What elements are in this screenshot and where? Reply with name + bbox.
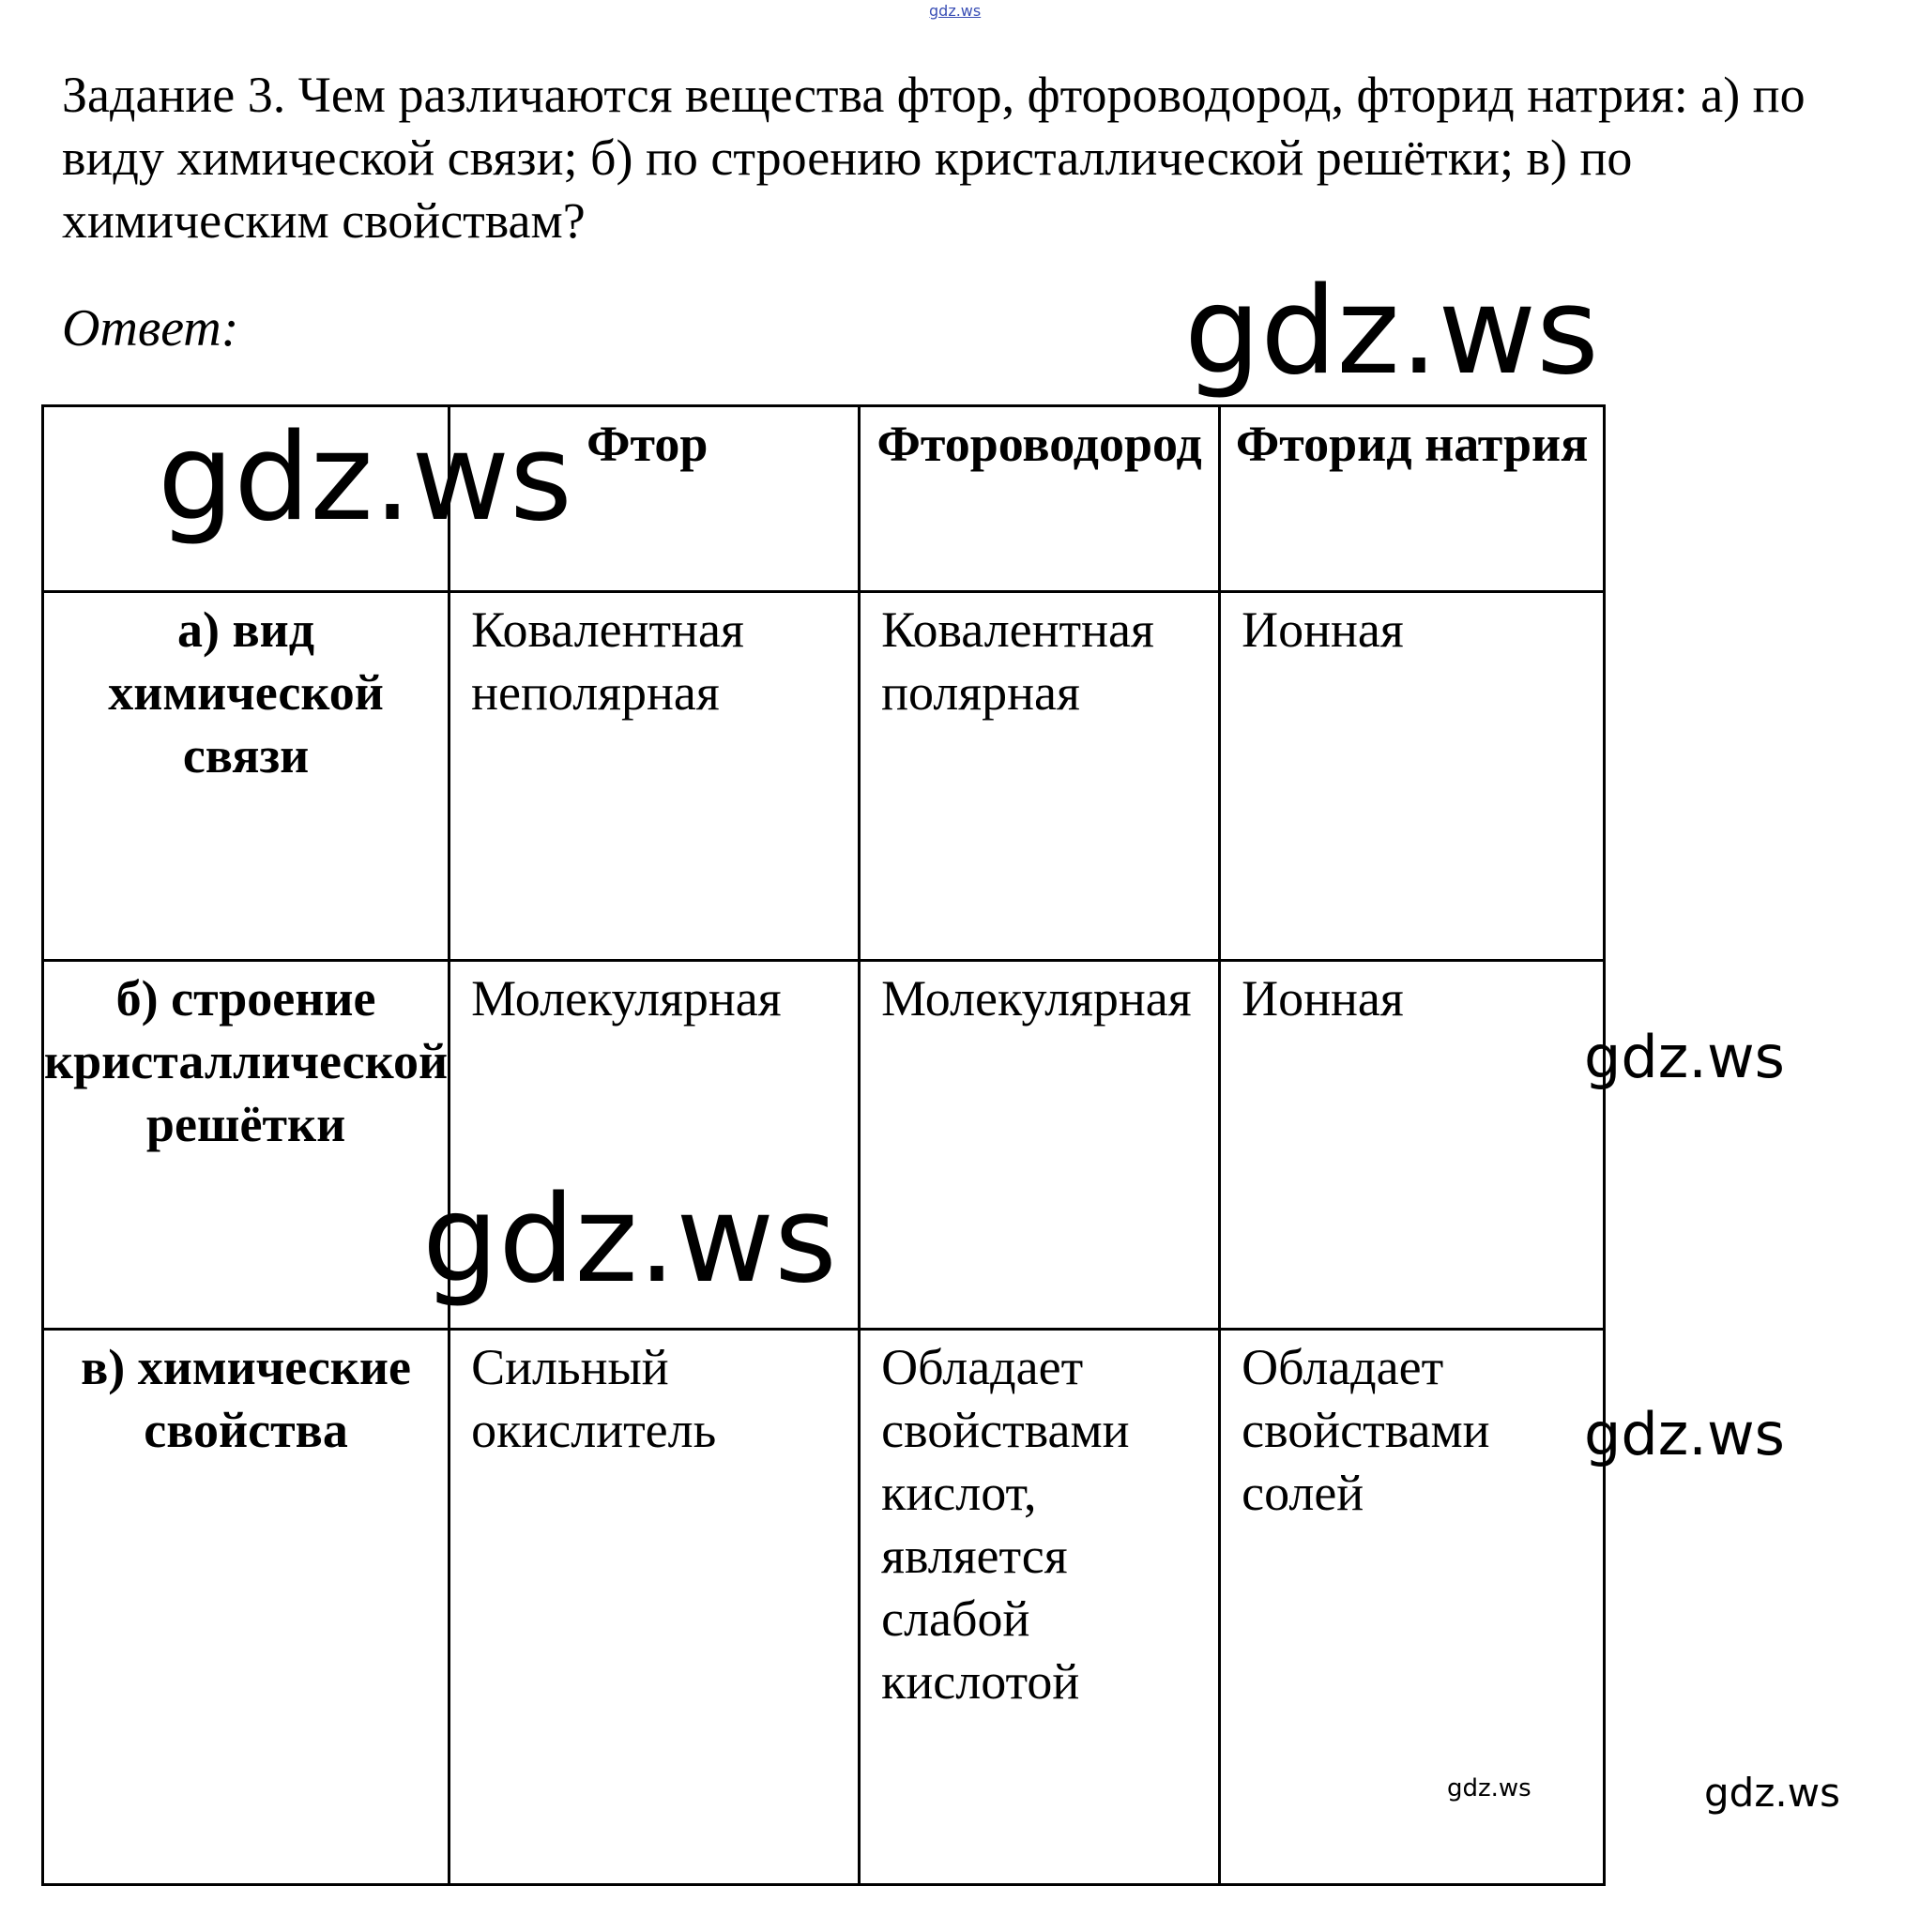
row-label-bond-type: а) вид химической связи (43, 592, 450, 961)
watermark-top-link: gdz.ws (929, 2, 982, 20)
cell-naf-lattice: Ионная (1220, 961, 1605, 1330)
answer-label: Ответ: (62, 299, 239, 357)
cell-fluorine-lattice: Молекулярная (450, 961, 860, 1330)
question-text: Задание 3. Чем различаются вещества фтор, фтороводород, фторид натрия: а) по виду химической связи; б) по строению кристаллической решётки; в) по химическим свойствам? (62, 67, 1806, 249)
table-row (43, 1330, 1605, 1885)
cell-hf-bond: Ковалентная полярная (860, 592, 1220, 961)
cell-naf-bond: Ионная (1220, 592, 1605, 961)
answer-table (41, 404, 1606, 1886)
watermark-small-bottom-right: gdz.ws (1704, 1770, 1840, 1816)
header-fluorine: Фтор (450, 406, 860, 592)
row-label-lattice: б) строение кристаллической решётки (43, 961, 450, 1330)
watermark-large-top-right: gdz.ws (1184, 262, 1599, 402)
cell-hf-properties: Обладает свойствами кислот, является слабой кислотой (860, 1330, 1220, 1885)
table-row (43, 592, 1605, 961)
header-sodium-fluoride: Фторид натрия (1220, 406, 1605, 592)
watermark-small-in-table: gdz.ws (1447, 1774, 1531, 1803)
cell-hf-lattice: Молекулярная (860, 961, 1220, 1330)
cell-naf-properties: Обладает свойствами солей (1220, 1330, 1605, 1885)
watermark-right-2: gdz.ws (1584, 1400, 1785, 1468)
cell-fluorine-bond: Ковалентная неполярная (450, 592, 860, 961)
watermark-large-header: gdz.ws (158, 408, 572, 548)
watermark-large-middle: gdz.ws (422, 1170, 837, 1310)
header-hydrogen-fluoride: Фтороводород (860, 406, 1220, 592)
row-label-properties: в) химические свойства (43, 1330, 450, 1885)
watermark-right-1: gdz.ws (1584, 1023, 1785, 1091)
cell-fluorine-properties: Сильный окислитель (450, 1330, 860, 1885)
